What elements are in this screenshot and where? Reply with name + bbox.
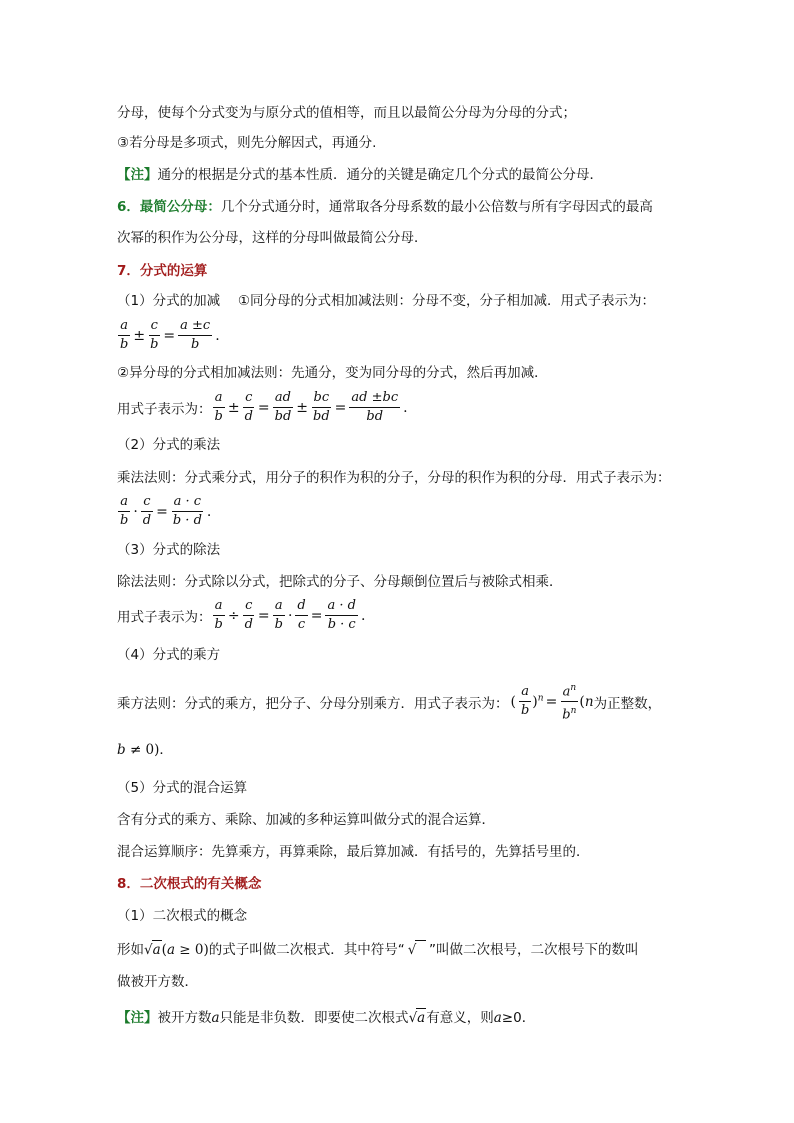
formula-divide: 用式子表示为： $\frac{a}{b}$ ÷ $\frac{c}{d}$ = $\frac{a}{b}$ · $\frac{d}{c}$ = $\frac{a \cdot d}{b \cdot c}$ . bbox=[117, 598, 366, 632]
section-7-title: 7．分式的运算 bbox=[117, 263, 208, 279]
mul-rule: 乘法法则：分式乘分式，用分子的积作为积的分子，分母的积作为积的分母．用式子表示为： bbox=[117, 470, 671, 486]
text-line: 做被开方数． bbox=[117, 974, 198, 990]
div-head: （3）分式的除法 bbox=[117, 542, 221, 558]
sqrt-head: （1）二次根式的概念 bbox=[117, 908, 248, 924]
add-intro: （1）分式的加减 ①同分母的分式相加减法则：分母不变，分子相加减．用式子表示为： bbox=[117, 293, 655, 309]
note-text: 通分的根据是分式的基本性质．通分的关键是确定几个分式的最简公分母． bbox=[157, 167, 603, 183]
text-line: 次幂的积作为公分母，这样的分母叫做最简公分母． bbox=[117, 230, 428, 246]
note-tag: 【注】 bbox=[117, 1010, 158, 1026]
pow-head: （4）分式的乘方 bbox=[117, 647, 221, 663]
add-rule-2: ②异分母的分式相加减法则：先通分，变为同分母的分式，然后再加减． bbox=[117, 365, 548, 381]
section-6-text: 几个分式通分时，通常取各分母系数的最小公倍数与所有字母因式的最高 bbox=[220, 199, 653, 215]
formula-diff-denominator: 用式子表示为： $\frac{a}{b}$ ± $\frac{c}{d}$ = $\frac{ad}{bd}$ ± $\frac{bc}{bd}$ = $\frac{ad \pm bc}{bd}$ . bbox=[117, 390, 408, 424]
formula-same-denominator: $\frac{a}{b}$ ± $\frac{c}{b}$ = $\frac{a \pm c}{b}$ . bbox=[120, 318, 220, 352]
section-8-title: 8．二次根式的有关概念 bbox=[117, 876, 262, 892]
mul-head: （2）分式的乘法 bbox=[117, 437, 221, 453]
pow-condition: b ≠ 0)． bbox=[117, 742, 173, 758]
formula-multiply: $\frac{a}{b}$ · $\frac{c}{d}$ = $\frac{a \cdot c}{b \cdot d}$ . bbox=[120, 494, 212, 528]
note-line bbox=[117, 166, 603, 184]
text-line: 分母，使每个分式变为与原分式的值相等，而且以最简公分母为分母的分式； bbox=[117, 105, 576, 121]
section-6-title: 6．最简公分母： bbox=[117, 199, 221, 215]
note-line-2: 【注】被开方数a只能是非负数．即要使二次根式√a有意义，则a≥0． bbox=[117, 1010, 536, 1026]
pow-rule: 乘方法则：分式的乘方，把分子、分母分别乘方．用式子表示为： ( $\frac{a}{b}$ )$^n$ = $\frac{a^n}{b^n}$ (n为正整数， bbox=[117, 680, 661, 724]
note-tag: 【注】 bbox=[117, 167, 158, 183]
text-line: ③若分母是多项式，则先分解因式，再通分. bbox=[117, 135, 377, 151]
section-6 bbox=[117, 198, 653, 216]
mix-def: 含有分式的乘方、乘除、加减的多种运算叫做分式的混合运算． bbox=[117, 812, 495, 828]
mix-order: 混合运算顺序：先算乘方，再算乘除，最后算加减．有括号的，先算括号里的． bbox=[117, 844, 590, 860]
div-rule: 除法法则：分式除以分式，把除式的分子、分母颠倒位置后与被除式相乘． bbox=[117, 574, 563, 590]
sqrt-definition: 形如√a(a ≥ 0)的式子叫做二次根式．其中符号“ √ ”叫做二次根号，二次根号下的数叫 bbox=[117, 942, 639, 958]
mix-head: （5）分式的混合运算 bbox=[117, 780, 248, 796]
